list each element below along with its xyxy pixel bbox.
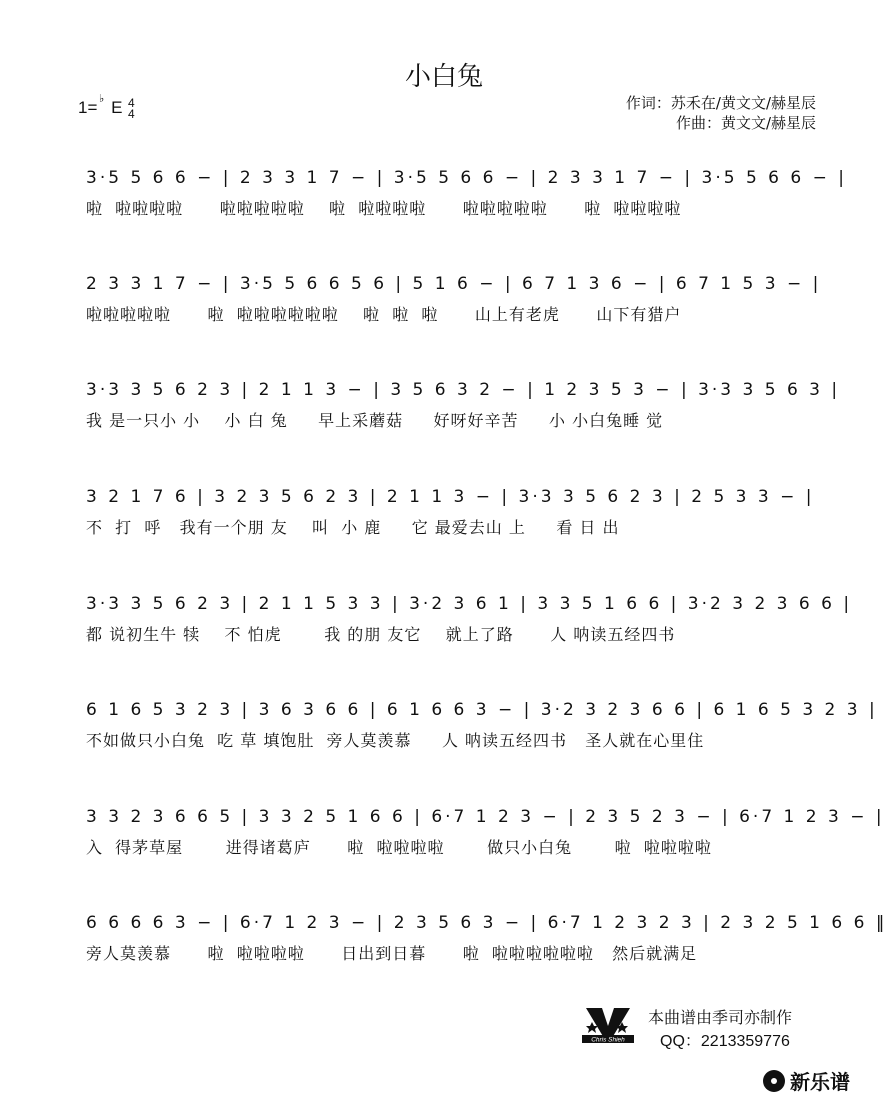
lyric-row-4: 不 打 呼 我有一个朋 友 叫 小 鹿 它 最爱去山 上 看 日 出 bbox=[86, 518, 620, 537]
page-title: 小白兔 bbox=[404, 62, 483, 92]
lyric-row-1: 啦 啦啦啦啦 啦啦啦啦啦 啦 啦啦啦啦 啦啦啦啦啦 啦 啦啦啦啦 bbox=[86, 199, 682, 218]
lyric-row-8: 旁人莫羡慕 啦 啦啦啦啦 日出到日暮 啦 啦啦啦啦啦啦 然后就满足 bbox=[86, 944, 698, 963]
key-signature bbox=[78, 93, 123, 118]
lyricist-credit: 作词：苏禾在/黄文文/赫星辰 bbox=[625, 94, 816, 112]
brand-name: 新乐谱 bbox=[790, 1070, 850, 1094]
notation-row-5: 3·3 3 5 6 2 3 | 2 1 1 5 3 3 | 3·2 3 6 1 | 3 3 5 1 6 6 | 3·2 3 2 3 6 6 | bbox=[86, 594, 853, 614]
lyric-row-3: 我 是一只小 小 小 白 兔 早上采蘑菇 好呀好辛苦 小 小白兔睡 觉 bbox=[86, 411, 664, 430]
notation-row-4: 3 2 1 7 6 | 3 2 3 5 6 2 3 | 2 1 1 3 − | 3·3 3 5 6 2 3 | 2 5 3 3 − | bbox=[86, 487, 815, 507]
notation-row-3: 3·3 3 5 6 2 3 | 2 1 1 3 − | 3 5 6 3 2 − | 1 2 3 5 3 − | 3·3 3 5 6 3 | bbox=[86, 380, 841, 400]
key-prefix: 1= bbox=[78, 98, 98, 117]
brand-logo bbox=[762, 1066, 850, 1095]
time-signature-top: 4 bbox=[128, 96, 135, 110]
logo-text: Chris Shieh bbox=[591, 1036, 625, 1044]
notation-row-2: 2 3 3 1 7 − | 3·5 5 6 6 5 6 | 5 1 6 − | 6 7 1 3 6 − | 6 7 1 5 3 − | bbox=[86, 274, 822, 294]
qq-contact: QQ：2213359776 bbox=[660, 1033, 790, 1050]
time-signature bbox=[128, 98, 135, 120]
notation-row-6: 6 1 6 5 3 2 3 | 3 6 3 6 6 | 6 1 6 6 3 − | 3·2 3 2 3 6 6 | 6 1 6 5 3 2 3 | bbox=[86, 700, 878, 720]
chris-shieh-logo bbox=[578, 1004, 638, 1044]
lyric-row-2: 啦啦啦啦啦 啦 啦啦啦啦啦啦 啦 啦 啦 山上有老虎 山下有猎户 bbox=[86, 305, 682, 324]
notation-row-8: 6 6 6 6 3 − | 6·7 1 2 3 − | 2 3 5 6 3 − | 6·7 1 2 3 2 3 | 2 3 2 5 1 6 6 ‖ bbox=[86, 913, 888, 933]
vinyl-icon bbox=[762, 1069, 786, 1093]
time-signature-bottom: 4 bbox=[128, 107, 135, 121]
composer-credit: 作曲：黄文文/赫星辰 bbox=[675, 114, 816, 132]
flat-sign: ♭ bbox=[99, 93, 105, 105]
lyric-row-5: 都 说初生牛 犊 不 怕虎 我 的朋 友它 就上了路 人 呐读五经四书 bbox=[86, 625, 676, 644]
lyric-row-6: 不如做只小白兔 吃 草 填饱肚 旁人莫羡慕 人 呐读五经四书 圣人就在心里住 bbox=[86, 731, 705, 750]
lyric-row-7: 入 得茅草屋 进得诸葛庐 啦 啦啦啦啦 做只小白兔 啦 啦啦啦啦 bbox=[86, 838, 712, 857]
notation-row-7: 3 3 2 3 6 6 5 | 3 3 2 5 1 6 6 | 6·7 1 2 3 − | 2 3 5 2 3 − | 6·7 1 2 3 − | bbox=[86, 807, 885, 827]
made-by-text: 本曲谱由季司亦制作 bbox=[648, 1008, 793, 1027]
key-note: E bbox=[111, 98, 123, 117]
notation-row-1: 3·5 5 6 6 − | 2 3 3 1 7 − | 3·5 5 6 6 − | 2 3 3 1 7 − | 3·5 5 6 6 − | bbox=[86, 168, 847, 188]
